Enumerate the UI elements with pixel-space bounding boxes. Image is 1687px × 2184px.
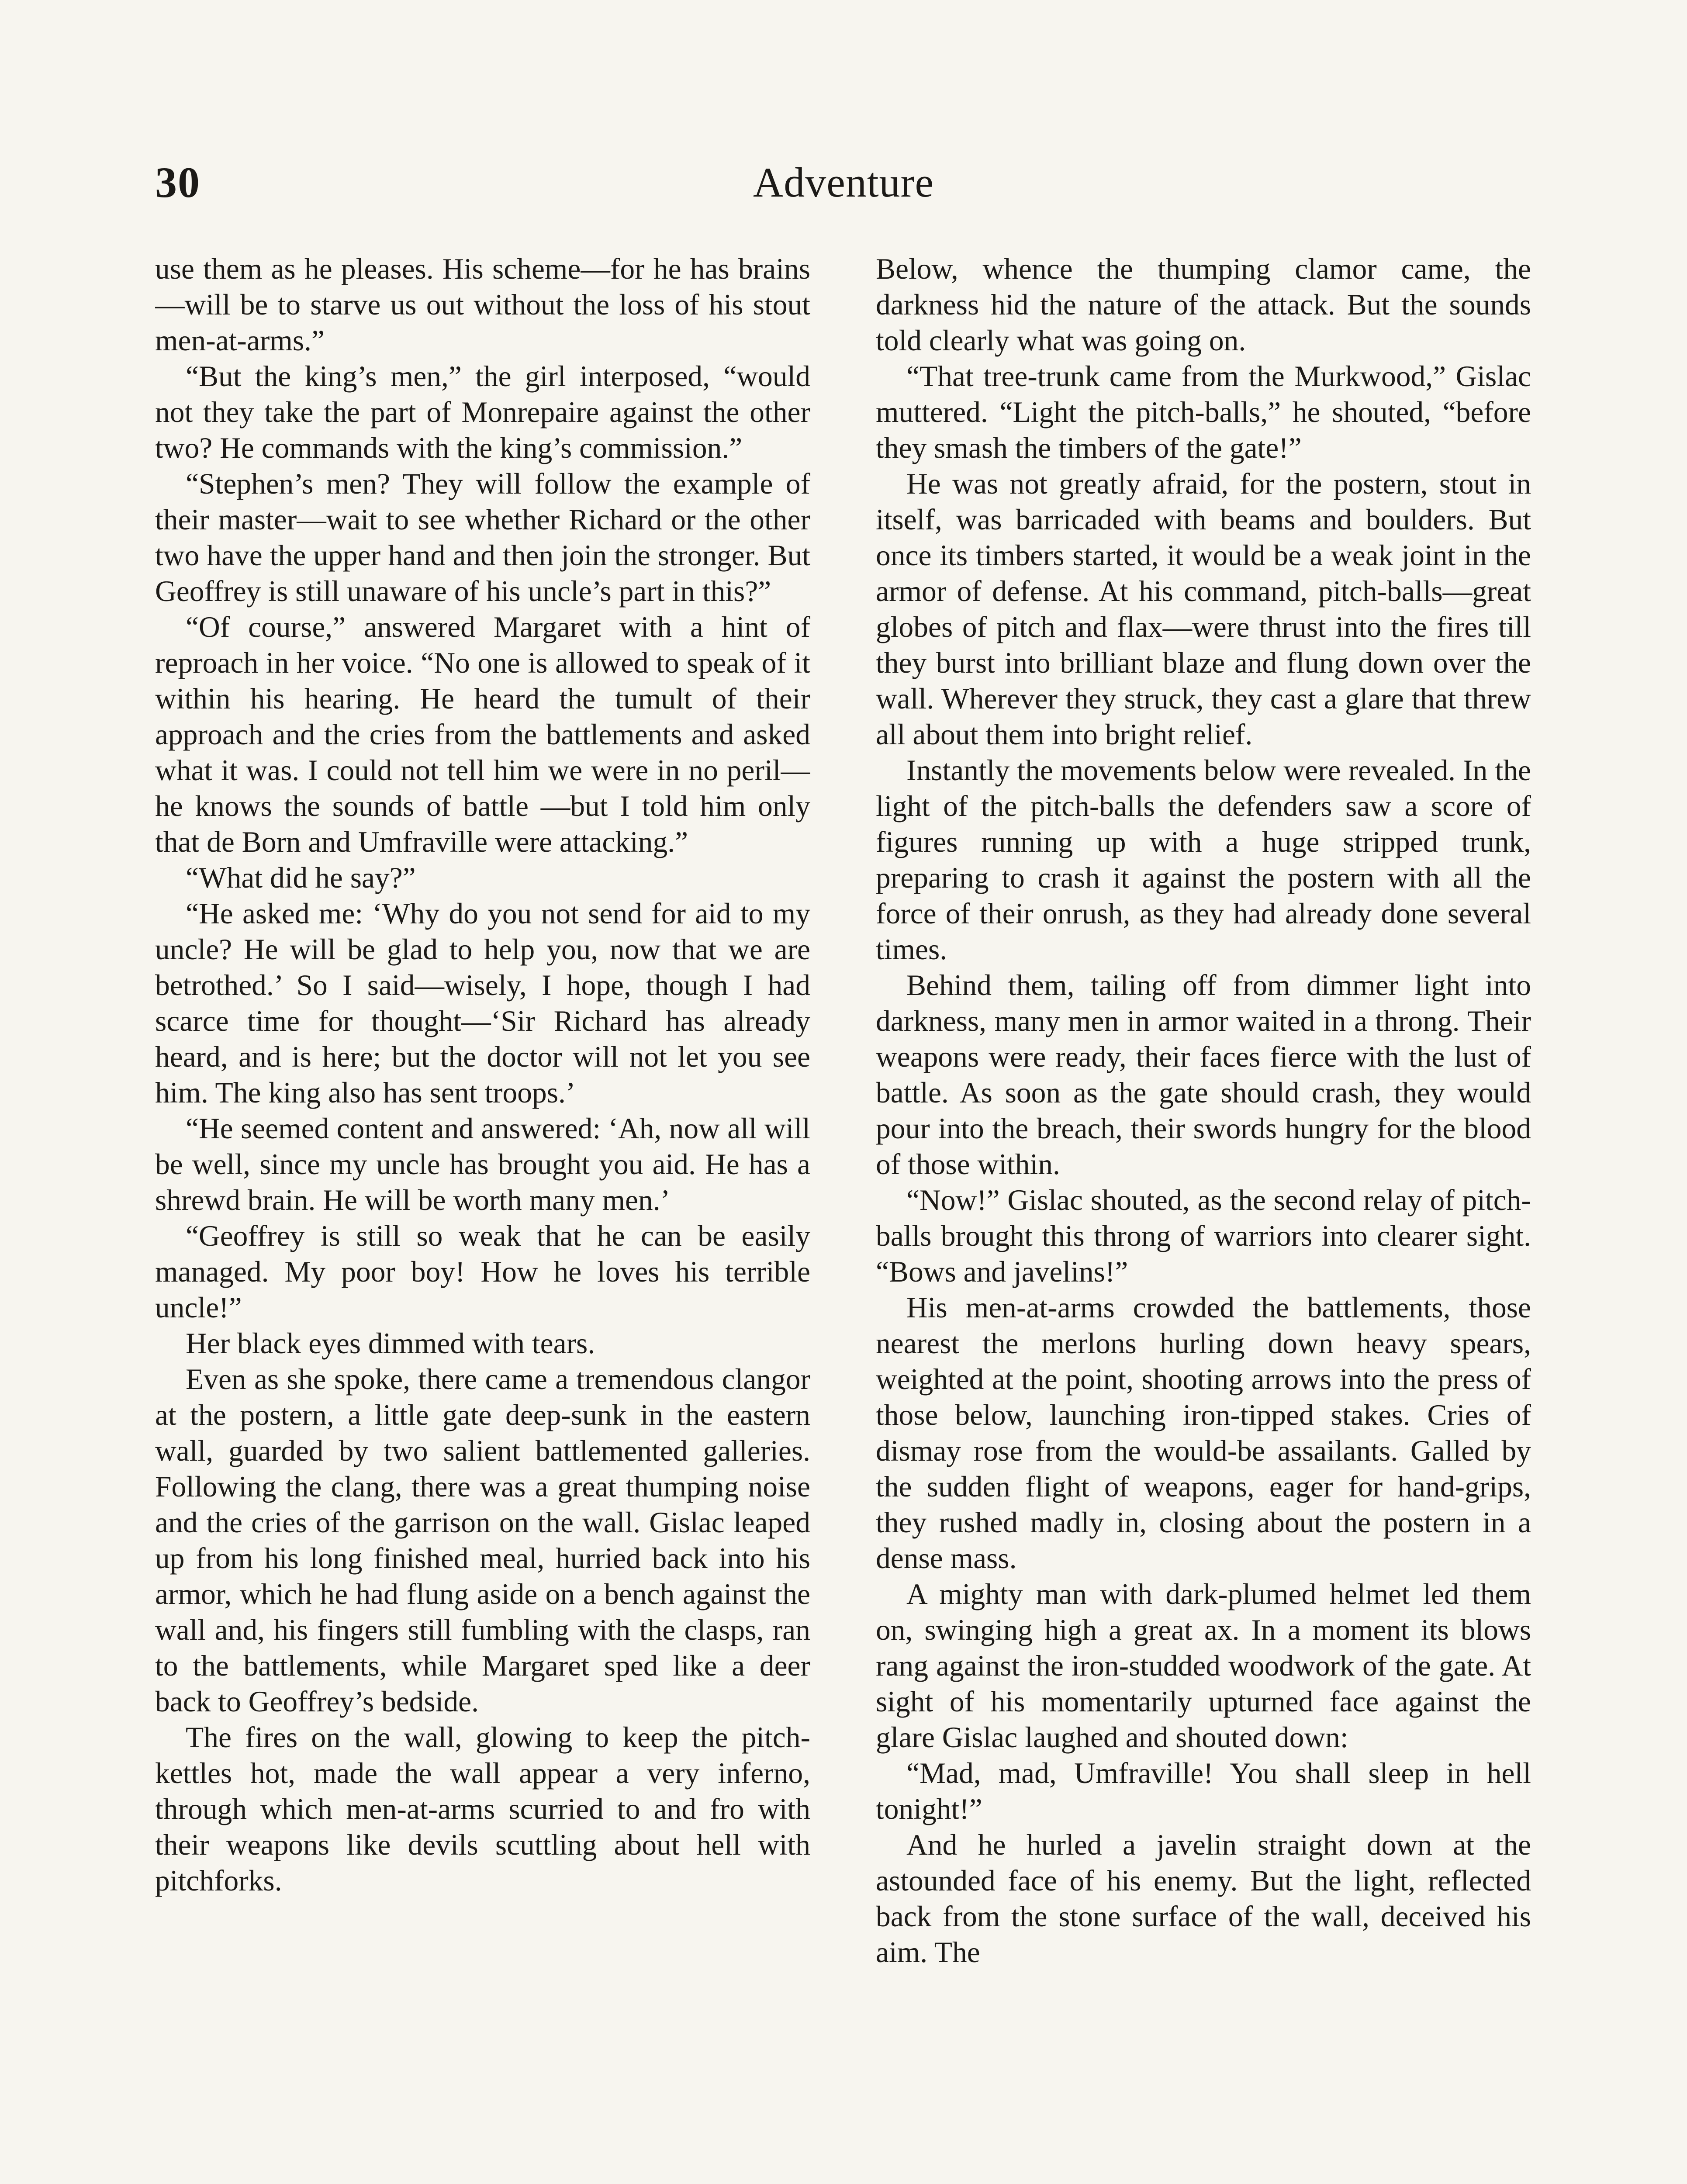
paragraph: Below, whence the thumping clamor came, the darkness hid the nature of the attack. But the sounds told clearly what was going on. [876,252,1531,357]
paragraph: Even as she spoke, there came a tremendous clangor at the postern, a little gate deep-sunk in the eastern wall, guarded by two salient battlemented galleries. Following the clang, there was a great thumping noise and the cries of the garrison on the wall. Gislac leaped up from his long finished meal, hurried back into his armor, which he had flung aside on a bench against the wall and, his fingers still fumbling with the clasps, ran to the battlements, while Margaret sped like a deer back to Geoffrey’s bedside. [155,1363,810,1718]
text-columns [155,251,1531,2184]
paragraph: Her black eyes dimmed with tears. [186,1327,595,1360]
paragraph: “Stephen’s men? They will follow the example of their master—wait to see whether Richard or the other two have the upper hand and then join the stronger. But Geoffrey is still unaware of his uncle’s part in this?” [155,467,810,608]
paragraph: A mighty man with dark-plumed helmet led them on, swinging high a great ax. In a moment its blows rang against the iron-studded woodwork of the gate. At sight of his momentarily upturned face against the glare Gislac laughed and shouted down: [876,1578,1531,1754]
paragraph: “That tree-trunk came from the Murkwood,” Gislac muttered. “Light the pitch-balls,” he shouted, “before they smash the timbers of the gate!” [876,360,1531,464]
paragraph: He was not greatly afraid, for the postern, stout in itself, was barricaded with beams and boulders. But once its timbers started, it would be a weak joint in the armor of defense. At his command, pitch-balls—great globes of pitch and flax—were thrust into the fires till they burst into brilliant blaze and flung down over the wall. Wherever they struck, they cast a glare that threw all about them into bright relief. [876,467,1531,751]
left-column [155,251,810,2184]
paragraph: Instantly the movements below were revealed. In the light of the pitch-balls the defenders saw a score of figures running up with a huge stripped trunk, preparing to crash it against the postern with all the force of their onrush, as they had already done several times. [876,754,1531,966]
paragraph: “What did he say?” [186,861,416,894]
paragraph: And he hurled a javelin straight down at the astounded face of his enemy. But the light, reflected back from the stone surface of the wall, deceived his aim. The [876,1828,1531,1969]
paragraph: “Geoffrey is still so weak that he can be easily managed. My poor boy! How he loves his terrible uncle!” [155,1220,810,1324]
right-column [876,251,1531,2184]
paragraph: His men-at-arms crowded the battlements, those nearest the merlons hurling down heavy spears, weighted at the point, shooting arrows into the press of those below, launching iron-tipped stakes. Cries of dismay rose from the would-be assailants. Galled by the sudden flight of weapons, eager for hand-grips, they rushed madly in, closing about the postern in a dense mass. [876,1291,1531,1575]
magazine-title: Adventure [753,159,934,206]
paragraph: “Now!” Gislac shouted, as the second relay of pitch-balls brought this throng of warriors into clearer sight. “Bows and javelins!” [876,1184,1531,1288]
paragraph: The fires on the wall, glowing to keep the pitch-kettles hot, made the wall appear a very inferno, through which men-at-arms scurried to and fro with their weapons like devils scuttling about hell with pitchforks. [155,1721,810,1897]
paragraph: “He asked me: ‘Why do you not send for aid to my uncle? He will be glad to help you, now that we are betrothed.’ So I said—wisely, I hope, though I had scarce time for thought—‘Sir Richard has already heard, and is here; but the doctor will not let you see him. The king also has sent troops.’ [155,897,810,1109]
paragraph: use them as he pleases. His scheme—for he has brains—will be to starve us out without the loss of his stout men-at-arms.” [155,252,810,357]
paragraph: “But the king’s men,” the girl interposed, “would not they take the part of Monrepaire against the other two? He commands with the king’s commission.” [155,360,810,464]
paragraph: Behind them, tailing off from dimmer light into darkness, many men in armor waited in a throng. Their weapons were ready, their faces fierce with the lust of battle. As soon as the gate should crash, they would pour into the breach, their swords hungry for the blood of those within. [876,969,1531,1181]
page-number: 30 [155,158,201,207]
paragraph: “Mad, mad, Umfraville! You shall sleep in hell tonight!” [876,1757,1531,1825]
paragraph: “He seemed content and answered: ‘Ah, now all will be well, since my uncle has brought you aid. He has a shrewd brain. He will be worth many men.’ [155,1112,810,1216]
paragraph: “Of course,” answered Margaret with a hint of reproach in her voice. “No one is allowed to speak of it within his hearing. He heard the tumult of their approach and the cries from the battlements and asked what it was. I could not tell him we were in no peril—he knows the sounds of battle —but I told him only that de Born and Umfraville were attacking.” [155,611,810,858]
